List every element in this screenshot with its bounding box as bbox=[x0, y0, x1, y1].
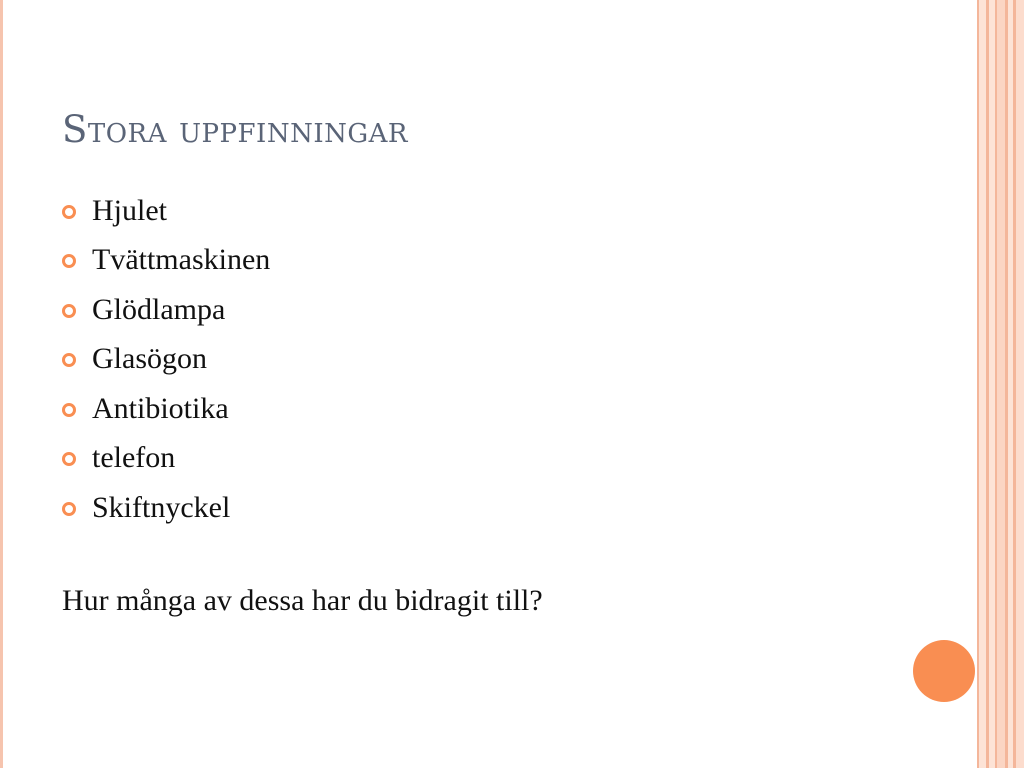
right-decorative-stripes bbox=[977, 0, 1024, 768]
bullet-text: Tvättmaskinen bbox=[92, 243, 271, 277]
bullet-text: Glödlampa bbox=[92, 292, 226, 326]
bullet-text: telefon bbox=[92, 441, 176, 475]
circle-bullet-icon bbox=[62, 353, 76, 367]
bullet-list bbox=[62, 186, 270, 533]
circle-bullet-icon bbox=[62, 205, 76, 219]
bullet-item bbox=[62, 186, 270, 236]
bullet-text: Skiftnyckel bbox=[92, 490, 231, 524]
left-frame-line bbox=[0, 0, 3, 768]
circle-bullet-icon bbox=[62, 304, 76, 318]
bullet-item bbox=[62, 285, 270, 335]
bullet-item bbox=[62, 335, 270, 385]
bullet-item bbox=[62, 483, 270, 533]
circle-bullet-icon bbox=[62, 254, 76, 268]
bullet-item bbox=[62, 236, 270, 286]
bullet-text: Glasögon bbox=[92, 342, 207, 376]
bullet-item bbox=[62, 384, 270, 434]
decorative-circle-icon bbox=[913, 640, 975, 702]
bullet-text: Hjulet bbox=[92, 193, 167, 227]
stripe bbox=[997, 0, 1005, 768]
stripe bbox=[979, 0, 986, 768]
slide-title: Stora uppfinningar bbox=[62, 108, 408, 151]
bullet-text: Antibiotika bbox=[92, 391, 229, 425]
bullet-item bbox=[62, 434, 270, 484]
circle-bullet-icon bbox=[62, 403, 76, 417]
question-text: Hur många av dessa har du bidragit till? bbox=[62, 584, 543, 617]
circle-bullet-icon bbox=[62, 502, 76, 516]
circle-bullet-icon bbox=[62, 452, 76, 466]
stripe bbox=[1016, 0, 1024, 768]
